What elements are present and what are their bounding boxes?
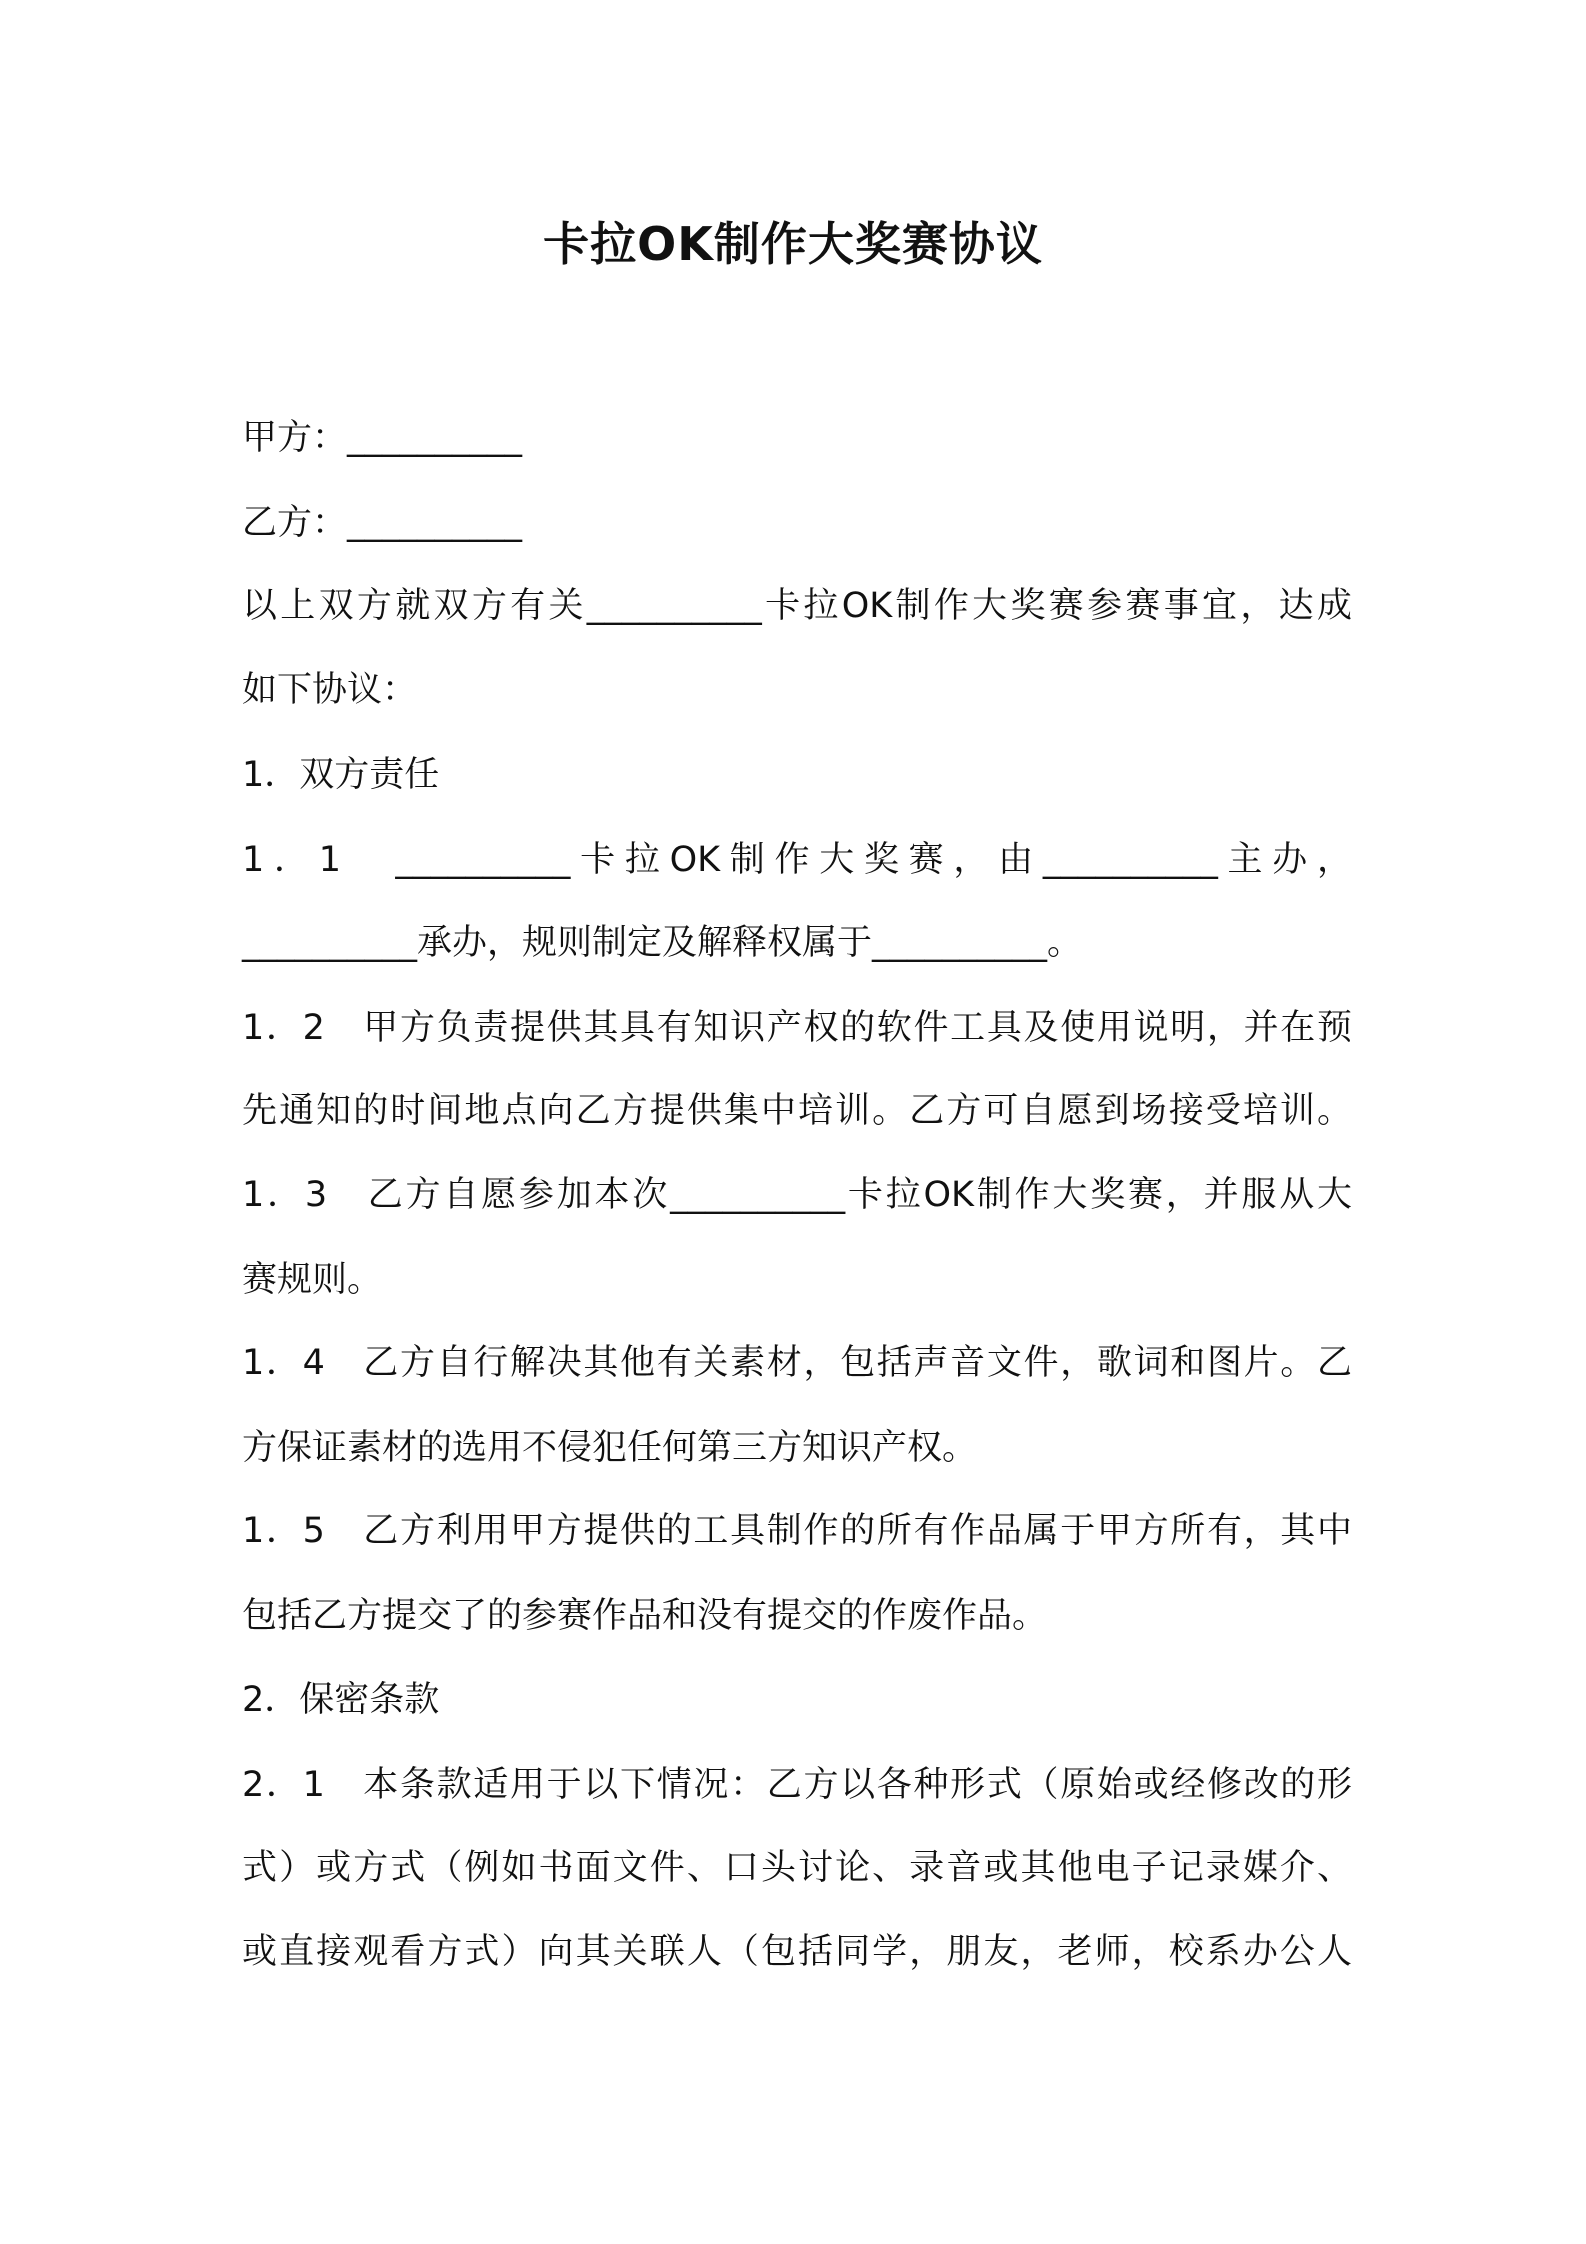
clause-2-1-line-1: 2．1 本条款适用于以下情况：乙方以各种形式（原始或经修改的形 (242, 1765, 1352, 1805)
section-2-heading: 2．保密条款 (242, 1680, 440, 1720)
clause-2-1-line-3: 或直接观看方式）向其关联人（包括同学，朋友，老师，校系办公人 (242, 1932, 1352, 1972)
clause-2-1-line-2: 式）或方式（例如书面文件、口头讨论、录音或其他电子记录媒介、 (242, 1848, 1352, 1888)
document-title: 卡拉OK制作大奖赛协议 (543, 217, 1043, 271)
party-a-line: 甲方：__________ (242, 418, 523, 458)
preamble-line-2: 如下协议： (242, 670, 418, 710)
clause-1-4-line-1: 1．4 乙方自行解决其他有关素材，包括声音文件，歌词和图片。乙 (242, 1343, 1352, 1383)
section-1-heading: 1．双方责任 (242, 755, 440, 795)
party-b-line: 乙方：__________ (242, 503, 523, 543)
clause-1-2-line-2: 先通知的时间地点向乙方提供集中培训。乙方可自愿到场接受培训。 (242, 1091, 1352, 1131)
clause-1-3-line-1: 1．3 乙方自愿参加本次__________卡拉OK制作大奖赛，并服从大 (242, 1175, 1352, 1215)
clause-1-3-line-2: 赛规则。 (242, 1260, 383, 1300)
clause-1-2-line-1: 1．2 甲方负责提供其具有知识产权的软件工具及使用说明，并在预 (242, 1008, 1352, 1048)
clause-1-1-line-1: 1．1 __________卡拉OK制作大奖赛，由__________主办， (242, 840, 1352, 880)
preamble-line-1: 以上双方就双方有关__________卡拉OK制作大奖赛参赛事宜，达成 (242, 586, 1352, 626)
clause-1-5-line-1: 1．5 乙方利用甲方提供的工具制作的所有作品属于甲方所有，其中 (242, 1511, 1352, 1551)
clause-1-5-line-2: 包括乙方提交了的参赛作品和没有提交的作废作品。 (242, 1596, 1048, 1636)
clause-1-1-line-2: __________承办，规则制定及解释权属于__________。 (242, 923, 1083, 963)
clause-1-4-line-2: 方保证素材的选用不侵犯任何第三方知识产权。 (242, 1428, 978, 1468)
